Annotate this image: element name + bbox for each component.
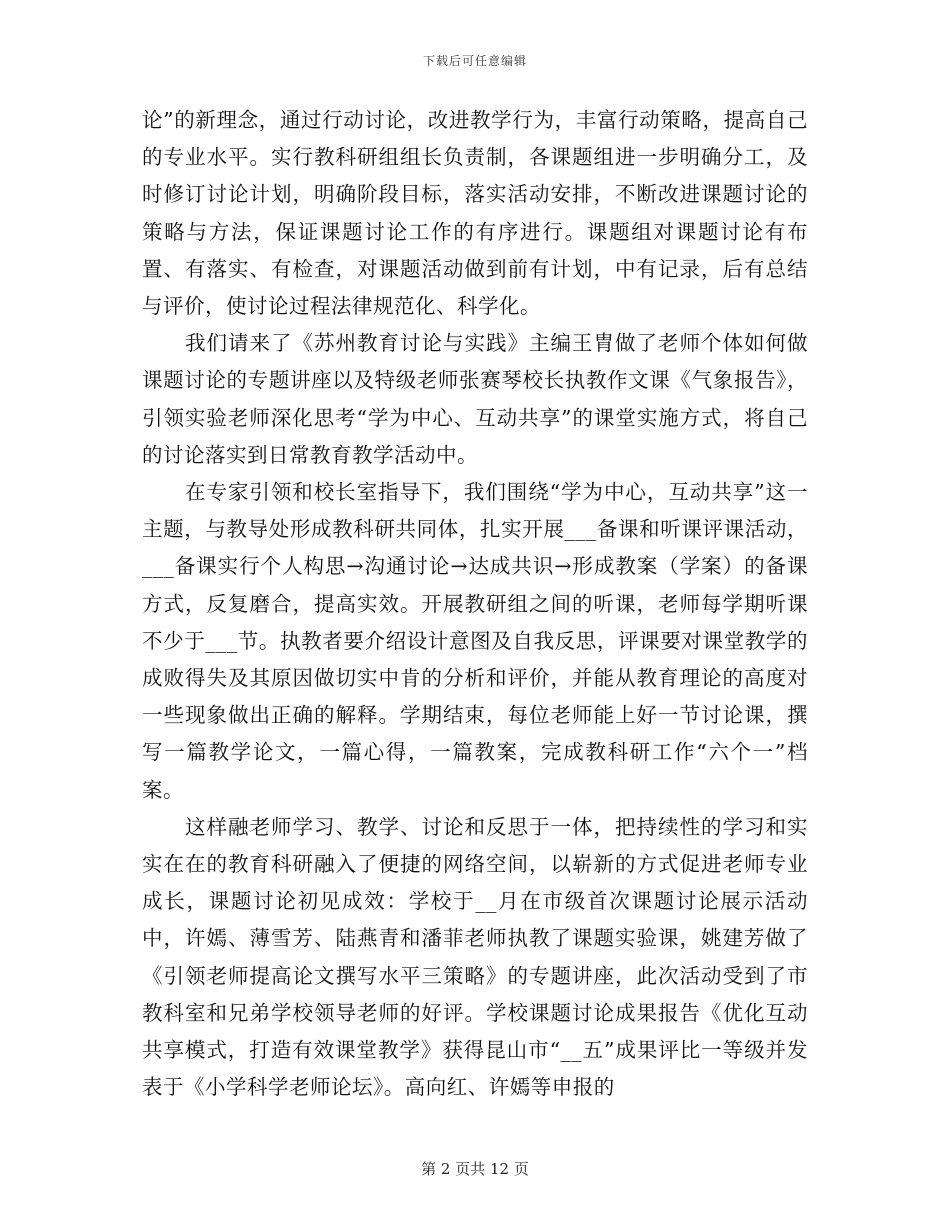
paragraph-3: 在专家引领和校长室指导下，我们围绕“学为中心，互动共享”这一主题，与教导处形成教科研共同体，扎实开展___备课和听课评课活动，___备课实行个人构思→沟通讨论→达成共识→形成教案（学案）的备课方式，反复磨合，提高实效。开展教研组之间的听课，老师每学期听课不少于___节。执教者要介绍设计意图及自我反思，评课要对课堂教学的成败得失及其原因做切实中肯的分析和评价，并能从教育理论的高度对一些现象做出正确的解释。学期结束，每位老师能上好一节讨论课，撰写一篇教学论文，一篇心得，一篇教案，完成教科研工作“六个一”档案。: [142, 480, 808, 802]
paragraph-4: 这样融老师学习、教学、讨论和反思于一体，把持续性的学习和实实在在的教育科研融入了便捷的网络空间，以崭新的方式促进老师专业成长，课题讨论初见成效：学校于__月在市级首次课题讨论展示活动中，许嫣、薄雪芳、陆燕青和潘菲老师执教了课题实验课，姚建芳做了《引领老师提高论文撰写水平三策略》的专题讲座，此次活动受到了市教科室和兄弟学校领导老师的好评。学校课题讨论成果报告《优化互动共享模式，打造有效课堂教学》获得昆山市“__五”成果评比一等级并发表于《小学科学老师论坛》。高向红、许嫣等申报的: [142, 814, 808, 1100]
page-number: 第 2 页共 12 页: [421, 1160, 529, 1178]
paragraph-1: 论”的新理念，通过行动讨论，改进教学行为，丰富行动策略，提高自己的专业水平。实行教科研组组长负责制，各课题组进一步明确分工，及时修订讨论计划，明确阶段目标，落实活动安排，不断改进课题讨论的策略与方法，保证课题讨论工作的有序进行。课题组对课题讨论有布置、有落实、有检查，对课题活动做到前有计划，中有记录，后有总结与评价，使讨论过程法律规范化、科学化。: [142, 108, 808, 319]
paragraph-2: 我们请来了《苏州教育讨论与实践》主编王胄做了老师个体如何做课题讨论的专题讲座以及特级老师张赛琴校长执教作文课《气象报告》，引领实验老师深化思考“学为中心、互动共享”的课堂实施方式，将自己的讨论落实到日常教育教学活动中。: [142, 331, 808, 467]
page-header-note: 下载后可任意编辑: [422, 54, 527, 68]
document-body: [142, 102, 808, 1106]
